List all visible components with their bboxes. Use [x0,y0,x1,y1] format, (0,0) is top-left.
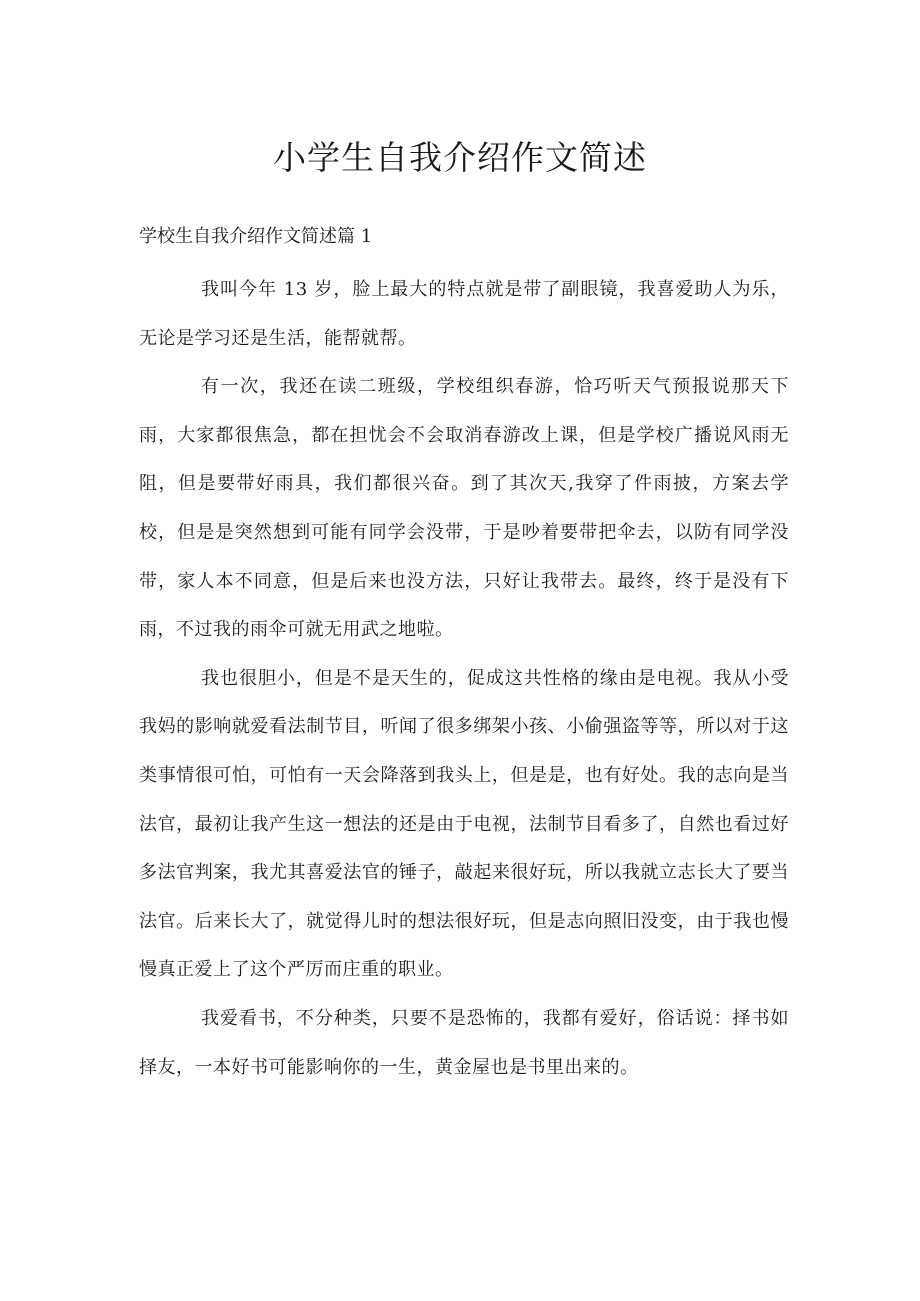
section-heading: 学校生自我介绍作文简述篇 1 [139,226,373,247]
paragraph-3: 我也很胆小，但是不是天生的，促成这共性格的缘由是电视。我从小受我妈的影响就爱看法制节目，听闻了很多绑架小孩、小偷强盗等等，所以对于这类事情很可怕，可怕有一天会降落到我头上，但是是，也有好处。我的志向是当法官，最初让我产生这一想法的还是由于电视，法制节目看多了，自然也看过好多法官判案，我尤其喜爱法官的锤子，敲起来很好玩，所以我就立志长大了要当法官。后来长大了，就觉得儿时的想法很好玩，但是志向照旧没变，由于我也慢慢真正爱上了这个严厉而庄重的职业。 [139,667,789,981]
document-title: 小学生自我介绍作文简述 [273,138,647,177]
essay-body [139,266,789,1092]
paragraph-2: 有一次，我还在读二班级，学校组织春游，恰巧听天气预报说那天下雨，大家都很焦急，都在担忧会不会取消春游改上课，但是学校广播说风雨无阻，但是要带好雨具，我们都很兴奋。到了其次天,我穿了件雨披，方案去学校，但是是突然想到可能有同学会没带，于是吵着要带把伞去，以防有同学没带，家人本不同意，但是后来也没方法，只好让我带去。最终，终于是没有下雨，不过我的雨伞可就无用武之地啦。 [139,376,789,641]
paragraph-4: 我爱看书，不分种类，只要不是恐怖的，我都有爱好，俗话说：择书如择友，一本好书可能影响你的一生，黄金屋也是书里出来的。 [139,1007,789,1078]
paragraph-1: 我叫今年 13 岁，脸上最大的特点就是带了副眼镜，我喜爱助人为乐，无论是学习还是生活，能帮就帮。 [139,279,789,349]
